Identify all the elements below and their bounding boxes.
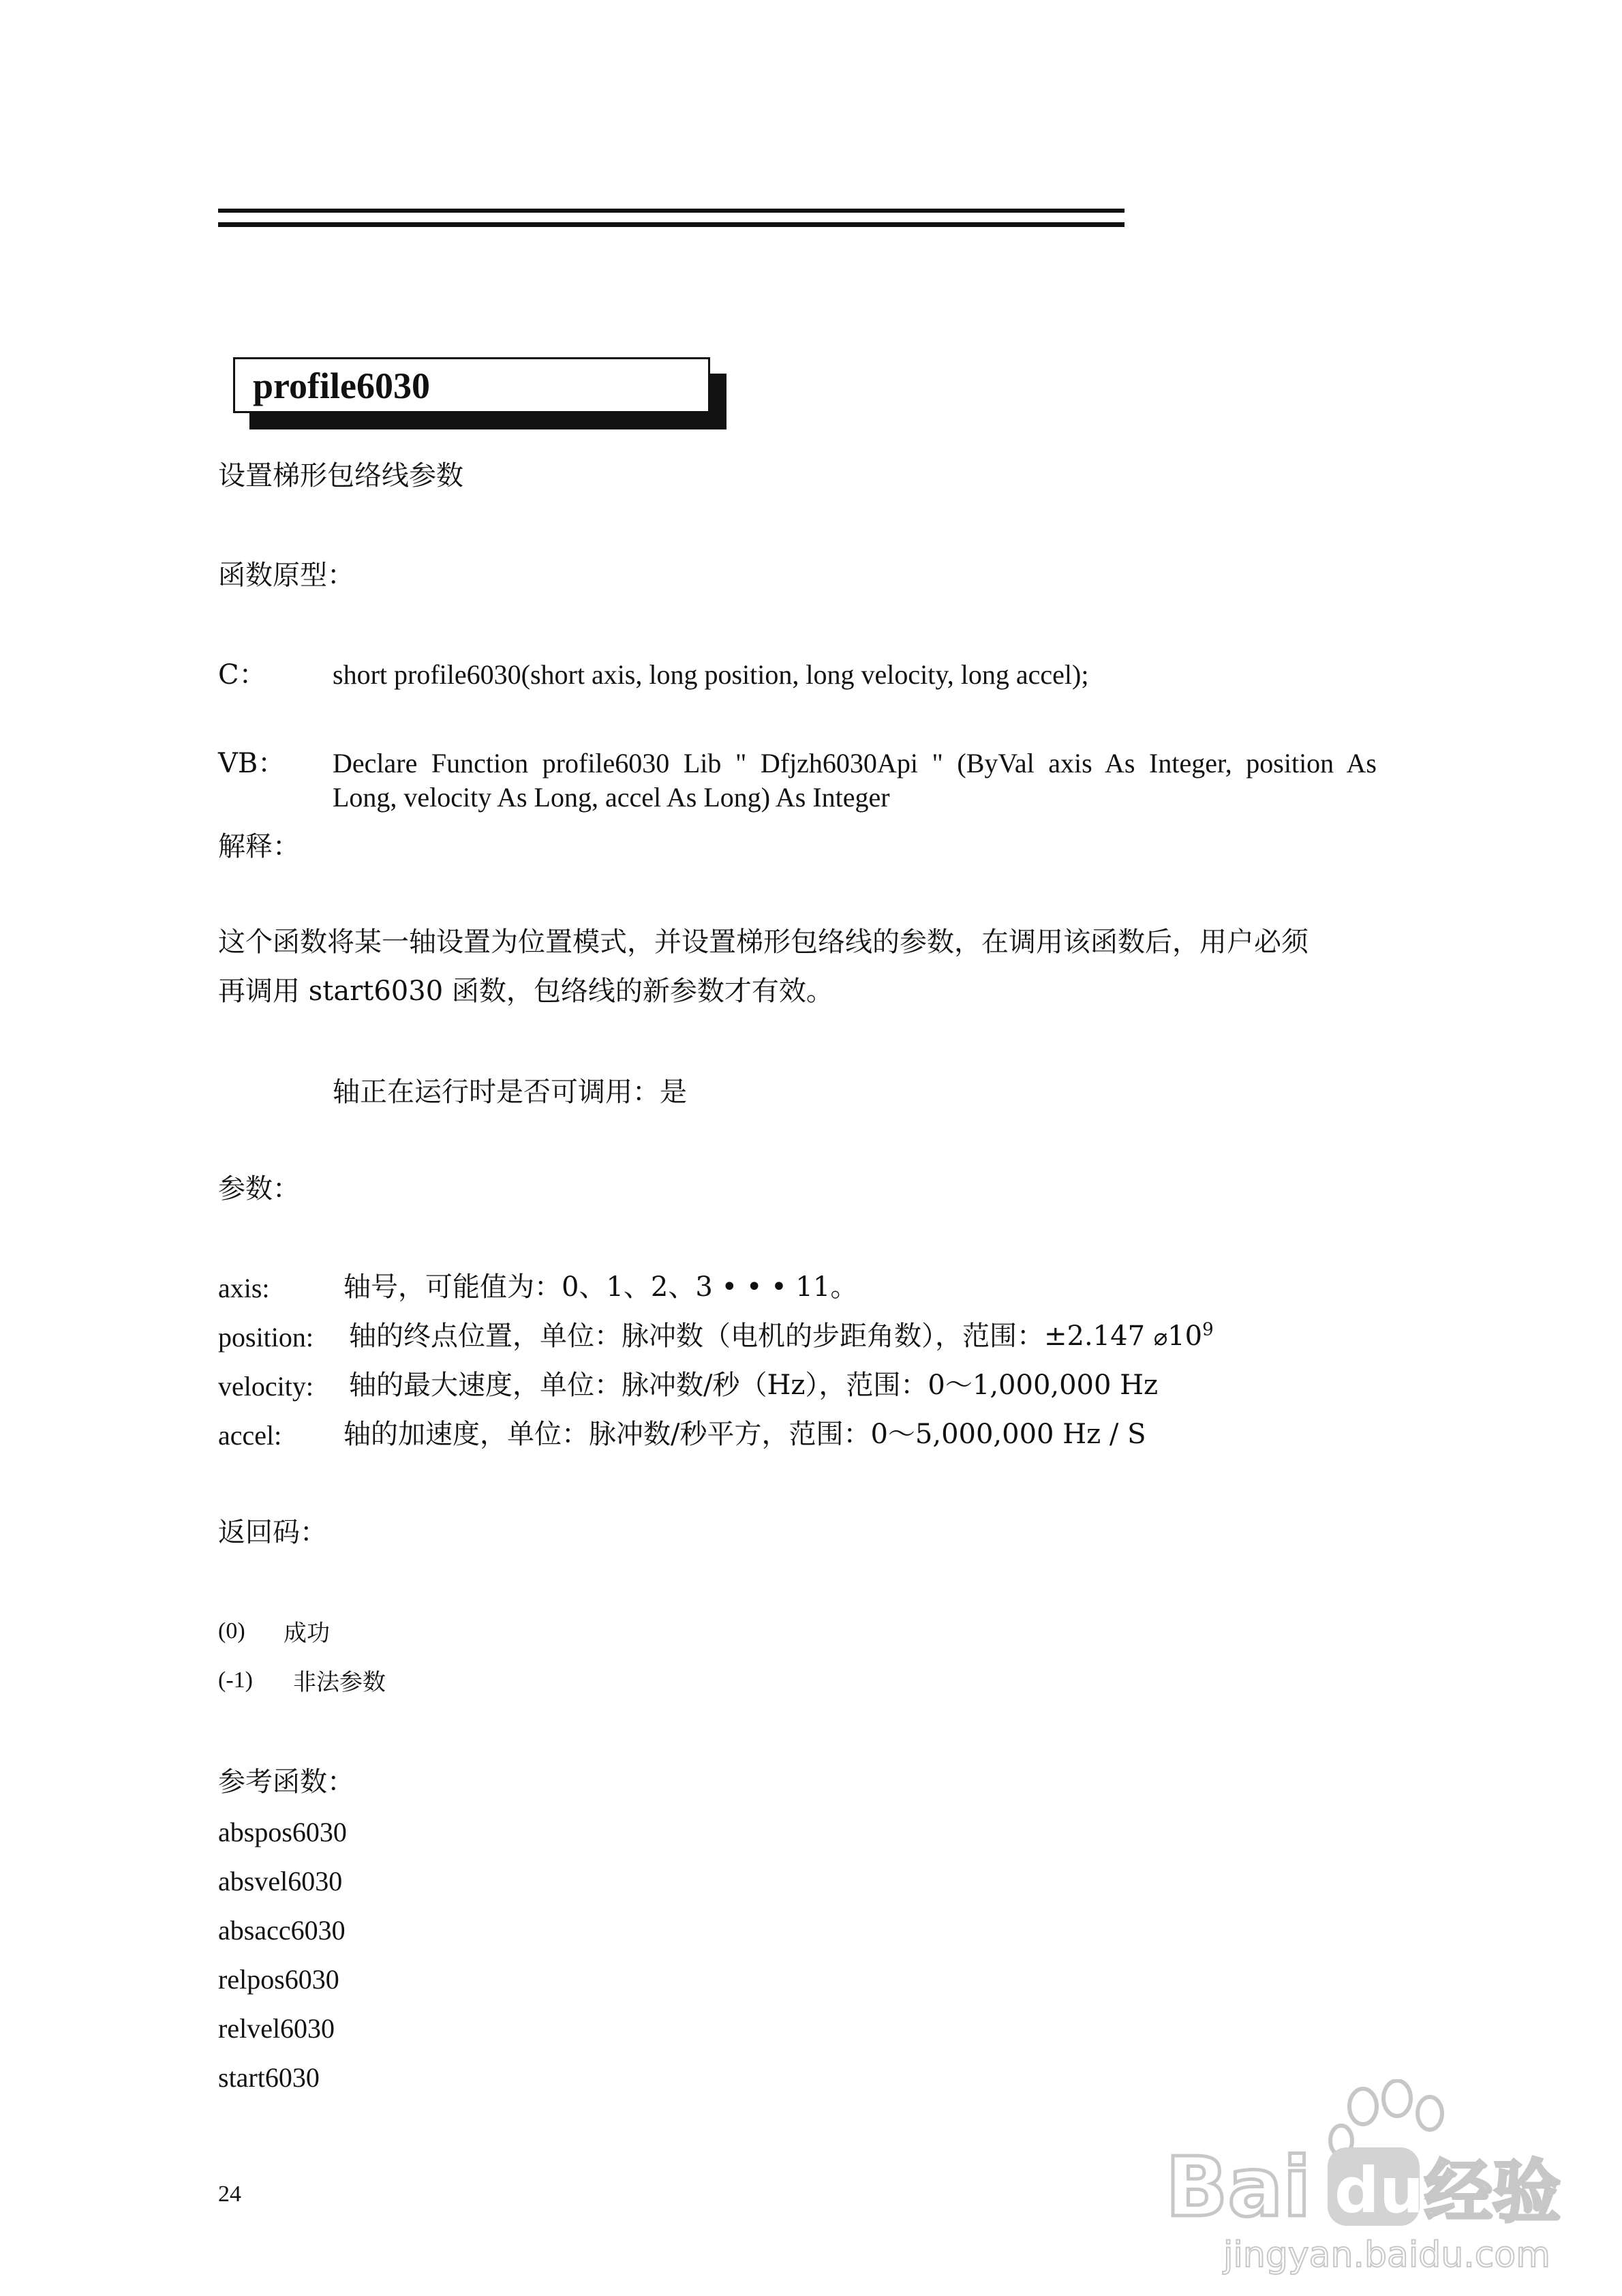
param-desc: 轴号，可能值为：0、1、2、3 • • • 11。	[343, 1271, 858, 1303]
return-desc: 非法参数	[293, 1669, 386, 1696]
param-name: position:	[218, 1322, 314, 1353]
function-title: profile6030	[253, 365, 430, 406]
param-desc: 轴的终点位置，单位：脉冲数（电机的步距角数），范围：±2.147 $⌀10^9$	[349, 1319, 1214, 1352]
explain-line2: 再调用 start6030 函数，包络线的新参数才有效。	[218, 976, 833, 1007]
param-name: velocity:	[218, 1371, 313, 1402]
baidu-watermark-logo	[1159, 2079, 1581, 2277]
explain-heading: 解释：	[218, 831, 300, 862]
see-also-item: abspos6030	[218, 1817, 347, 1847]
return-desc: 成功	[284, 1620, 330, 1647]
param-desc: 轴的加速度，单位：脉冲数/秒平方，范围：0～5,000,000 Hz / S	[343, 1419, 1146, 1450]
see-also-item: relvel6030	[218, 2013, 335, 2044]
see-also-item: absacc6030	[218, 1915, 346, 1946]
page-number: 24	[218, 2181, 241, 2207]
return-code: (0)	[218, 1618, 245, 1644]
header-rule-bottom	[218, 222, 1124, 227]
c-prototype: short profile6030(short axis, long position, long velocity, long accel);	[333, 659, 1089, 690]
return-heading: 返回码：	[218, 1517, 327, 1548]
svg-text:经验: 经验	[1424, 2152, 1561, 2232]
see-also-heading: 参考函数：	[218, 1766, 354, 1798]
explain-line1: 这个函数将某一轴设置为位置模式，并设置梯形包络线的参数，在调用该函数后，用户必须	[218, 926, 1309, 958]
svg-text:Bai: Bai	[1165, 2141, 1311, 2235]
see-also-item: relpos6030	[218, 1964, 339, 1995]
paw-icon	[1330, 2081, 1442, 2156]
header-rule-top	[218, 209, 1124, 213]
vb-prototype-line2: Long, velocity As Long, accel As Long) As Integer	[333, 782, 890, 813]
vb-prototype-line1: Declare Function profile6030 Lib " Dfjzh6030Api " (ByVal axis As Integer, position As	[333, 748, 1377, 779]
prototype-heading: 函数原型：	[218, 560, 354, 591]
params-heading: 参数：	[218, 1173, 300, 1205]
running-note: 轴正在运行时是否可调用：是	[333, 1076, 687, 1108]
svg-text:jingyan.baidu.com: jingyan.baidu.com	[1223, 2235, 1550, 2276]
see-also-item: absvel6030	[218, 1866, 343, 1897]
c-label: C：	[218, 659, 266, 691]
svg-text:du: du	[1334, 2154, 1424, 2227]
param-desc: 轴的最大速度，单位：脉冲数/秒（Hz），范围：0～1,000,000 Hz	[349, 1370, 1159, 1401]
param-name: axis:	[218, 1273, 270, 1303]
param-name: accel:	[218, 1420, 282, 1451]
times-icon: ⌀	[1153, 1324, 1168, 1351]
return-code: (-1)	[218, 1667, 253, 1693]
function-summary: 设置梯形包络线参数	[218, 460, 463, 492]
see-also-item: start6030	[218, 2062, 320, 2093]
title-box	[233, 357, 710, 413]
vb-label: VB：	[218, 748, 286, 779]
